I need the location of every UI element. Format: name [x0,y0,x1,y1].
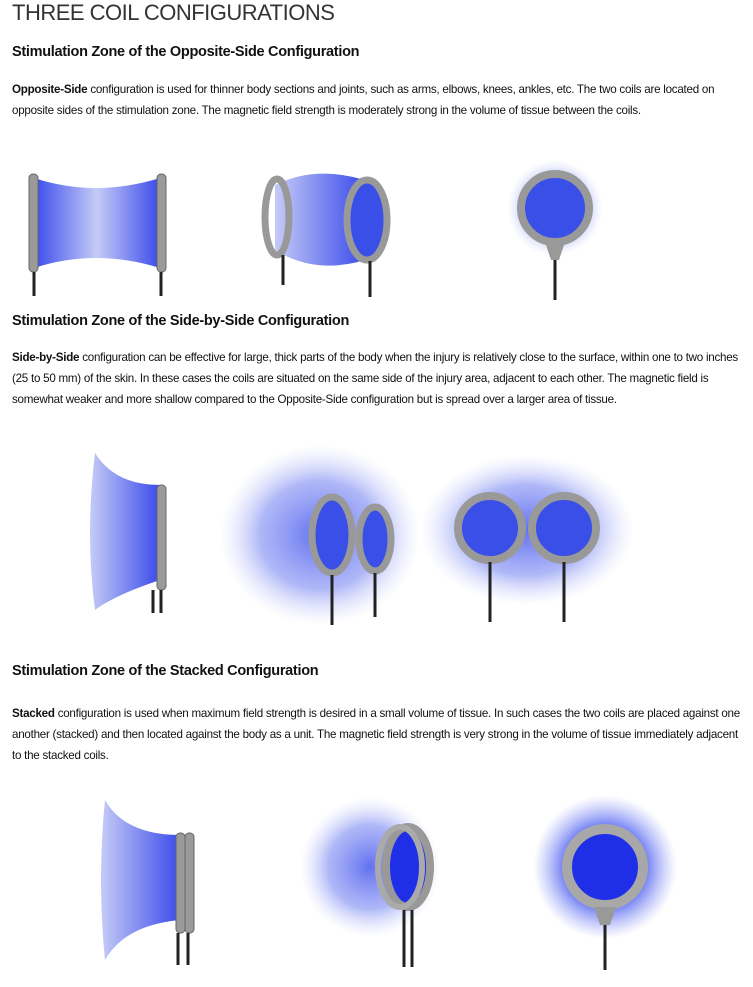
paragraph-body: configuration is used for thinner body sections and joints, such as arms, elbows, knees, ankles, etc. The two coils are located on opposite sides of the stimulation zone. The magnetic field strength is moderately strong in the volume of tissue between the coils. [12,83,715,117]
side-by-side-angled-view-illustration [220,445,420,630]
opposite-side-side-view-illustration [20,168,180,300]
stacked-side-view-illustration [100,795,210,970]
page-title: THREE COIL CONFIGURATIONS [12,0,335,25]
stacked-front-view-illustration [530,795,680,975]
paragraph-body: configuration can be effective for large, thick parts of the body when the injury is relatively close to the surface, within one to two inches (25 to 50 mm) of the skin. In these cases the coils are situated on the same side of the injury area, adjacent to each other. The magnetic field is somewhat weaker and more shallow compared to the Opposite-Side configuration but is spread over a larger area of tissue. [12,351,738,406]
side-by-side-side-view-illustration [85,445,185,615]
opposite-side-angled-view-illustration [255,165,395,300]
paragraph-lead: Stacked [12,707,55,720]
paragraph-body: configuration is used when maximum field strength is desired in a small volume of tissue. In such cases the two coils are placed against one another (stacked) and then located against the body as a unit. The magnetic field strength is very strong in the volume of tissue immediately adjacent to the stacked coils. [12,707,740,762]
stacked-angled-view-illustration [300,795,450,975]
section-heading-side-by-side: Stimulation Zone of the Side-by-Side Configuration [12,313,350,329]
section-paragraph-opposite-side [12,79,742,121]
section-heading-stacked: Stimulation Zone of the Stacked Configuration [12,663,319,679]
section-heading-opposite-side: Stimulation Zone of the Opposite-Side Configuration [12,44,360,60]
section-paragraph-stacked [12,703,742,766]
opposite-side-front-view-illustration [505,160,605,305]
paragraph-lead: Side-by-Side [12,351,80,364]
side-by-side-front-view-illustration [420,450,635,630]
section-paragraph-side-by-side [12,347,742,410]
paragraph-lead: Opposite-Side [12,83,88,96]
